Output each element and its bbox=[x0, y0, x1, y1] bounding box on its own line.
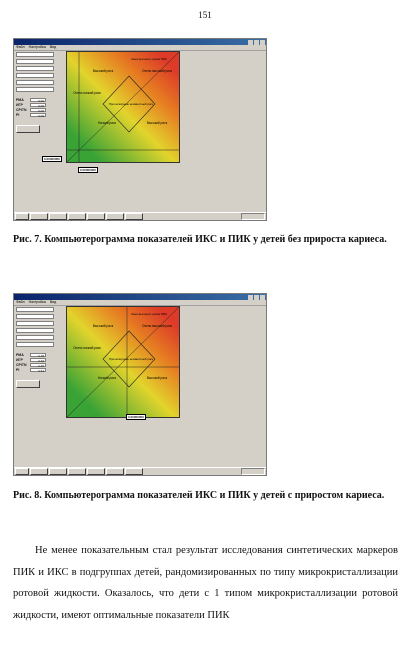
menu-view[interactable]: Вид bbox=[49, 45, 57, 49]
taskbar-item[interactable] bbox=[49, 213, 67, 220]
zone-label-top-right: Зона высокого риска ПИК bbox=[131, 312, 167, 316]
zone-label-center: Прогнозируемо неизвестный риск bbox=[108, 357, 154, 361]
y-value-box: 0.00000000 bbox=[44, 157, 60, 161]
index-name: РМА bbox=[16, 98, 24, 102]
body-paragraph bbox=[13, 540, 398, 626]
age-field[interactable] bbox=[16, 328, 54, 333]
index-row-pi bbox=[16, 113, 62, 117]
taskbar-item[interactable] bbox=[106, 213, 124, 220]
zone-label-very-high: Очень высокий риск bbox=[142, 69, 172, 73]
index-value[interactable]: 2.46 bbox=[30, 363, 46, 367]
index-row-pi bbox=[16, 368, 62, 372]
taskbar bbox=[14, 212, 266, 220]
body-paragraph-text: Не менее показательным стал результат исследования синтетических маркеров ПИК и ИКС в подгруппах детей, рандомизированных по типу микрокристаллизации ротовой жидкости. Оказалось, что дети с 1 типом микрокристаллизации ротовой жидкости, имеют оптимальные показатели ПИК bbox=[13, 545, 398, 621]
index-name: CPITN bbox=[16, 363, 27, 367]
menu-file[interactable]: Файл bbox=[16, 45, 25, 49]
index-value[interactable]: 0.00 bbox=[30, 103, 46, 107]
figure-7-caption: Рис. 7. Компьютерограмма показателей ИКС и ПИК у детей без прироста кариеса. bbox=[13, 234, 387, 245]
figure-8-caption: Рис. 8. Компьютерограмма показателей ИКС и ПИК у детей с приростом кариеса. bbox=[13, 490, 385, 501]
minimize-button[interactable] bbox=[248, 295, 253, 300]
index-name: ИГР bbox=[16, 358, 23, 362]
maximize-button[interactable] bbox=[254, 40, 259, 45]
menu-settings[interactable]: Настройка bbox=[28, 45, 46, 49]
type-field[interactable] bbox=[16, 80, 54, 85]
close-button[interactable] bbox=[260, 40, 265, 45]
age-field[interactable] bbox=[16, 73, 54, 78]
patient-field[interactable] bbox=[16, 307, 54, 312]
zone-label-high: Высокий риск bbox=[92, 324, 114, 328]
risk-chart bbox=[66, 306, 180, 418]
note-field[interactable] bbox=[16, 87, 54, 92]
taskbar-item[interactable] bbox=[87, 468, 105, 475]
index-name: РI bbox=[16, 368, 20, 372]
zone-label-low: Низкий риск bbox=[98, 376, 116, 380]
menu-file[interactable]: Файл bbox=[16, 300, 25, 304]
index-row-cpitn bbox=[16, 363, 62, 367]
calculate-button[interactable] bbox=[16, 380, 40, 388]
taskbar-item[interactable] bbox=[30, 213, 48, 220]
taskbar-item[interactable] bbox=[68, 213, 86, 220]
taskbar-item[interactable] bbox=[68, 468, 86, 475]
window-controls bbox=[248, 294, 265, 300]
zone-label-very-low: Очень низкий риск bbox=[73, 346, 101, 350]
close-button[interactable] bbox=[260, 295, 265, 300]
risk-chart bbox=[66, 51, 180, 163]
menu-settings[interactable]: Настройка bbox=[28, 300, 46, 304]
date-field[interactable] bbox=[16, 59, 54, 64]
index-value[interactable]: 0.00 bbox=[30, 98, 46, 102]
index-row-igr bbox=[16, 358, 62, 362]
start-button[interactable] bbox=[15, 213, 29, 220]
zone-label-center: Прогнозируемо неизвестный риск bbox=[108, 102, 154, 106]
risk-chart-svg bbox=[67, 52, 179, 162]
index-name: РI bbox=[16, 113, 20, 117]
taskbar bbox=[14, 467, 266, 475]
zone-label-very-high: Очень высокий риск bbox=[142, 324, 172, 328]
type-field[interactable] bbox=[16, 335, 54, 340]
start-button[interactable] bbox=[15, 468, 29, 475]
zone-label-high-bottom: Высокий риск bbox=[146, 121, 168, 125]
group-field[interactable] bbox=[16, 66, 54, 71]
page-number: 151 bbox=[198, 10, 212, 20]
window-controls bbox=[248, 39, 265, 45]
maximize-button[interactable] bbox=[254, 295, 259, 300]
index-name: CPITN bbox=[16, 108, 27, 112]
zone-label-very-low: Очень низкий риск bbox=[73, 91, 101, 95]
taskbar-item[interactable] bbox=[49, 468, 67, 475]
note-field[interactable] bbox=[16, 342, 54, 347]
calculate-button[interactable] bbox=[16, 125, 40, 133]
patient-panel bbox=[16, 52, 62, 210]
index-name: РМА bbox=[16, 353, 24, 357]
index-value[interactable]: 0.00 bbox=[30, 113, 46, 117]
system-tray bbox=[241, 468, 265, 475]
x-value-box: 0.00000000 bbox=[80, 168, 96, 172]
taskbar-item[interactable] bbox=[30, 468, 48, 475]
zone-label-high: Высокий риск bbox=[92, 69, 114, 73]
patient-panel bbox=[16, 307, 62, 465]
index-row-igr bbox=[16, 103, 62, 107]
patient-field[interactable] bbox=[16, 52, 54, 57]
index-value[interactable]: 0.78 bbox=[30, 353, 46, 357]
figure-8-screenshot bbox=[13, 293, 267, 476]
menu-view[interactable]: Вид bbox=[49, 300, 57, 304]
index-value[interactable]: 0.00 bbox=[30, 108, 46, 112]
index-row-rma bbox=[16, 98, 62, 102]
index-row-cpitn bbox=[16, 108, 62, 112]
minimize-button[interactable] bbox=[248, 40, 253, 45]
taskbar-item[interactable] bbox=[87, 213, 105, 220]
date-field[interactable] bbox=[16, 314, 54, 319]
risk-chart-svg bbox=[67, 307, 179, 417]
index-value[interactable]: 3.40 bbox=[30, 358, 46, 362]
zone-label-low: Низкий риск bbox=[98, 121, 116, 125]
index-row-rma bbox=[16, 353, 62, 357]
index-value[interactable]: 0.64 bbox=[30, 368, 46, 372]
taskbar-item[interactable] bbox=[125, 213, 143, 220]
group-field[interactable] bbox=[16, 321, 54, 326]
system-tray bbox=[241, 213, 265, 220]
zone-label-high-bottom: Высокий риск bbox=[146, 376, 168, 380]
taskbar-item[interactable] bbox=[106, 468, 124, 475]
zone-label-top-right: Зона высокого риска ПИК bbox=[131, 57, 167, 61]
index-name: ИГР bbox=[16, 103, 23, 107]
figure-7-screenshot bbox=[13, 38, 267, 221]
x-value-box: 0.00000000 bbox=[128, 415, 144, 419]
taskbar-item[interactable] bbox=[125, 468, 143, 475]
